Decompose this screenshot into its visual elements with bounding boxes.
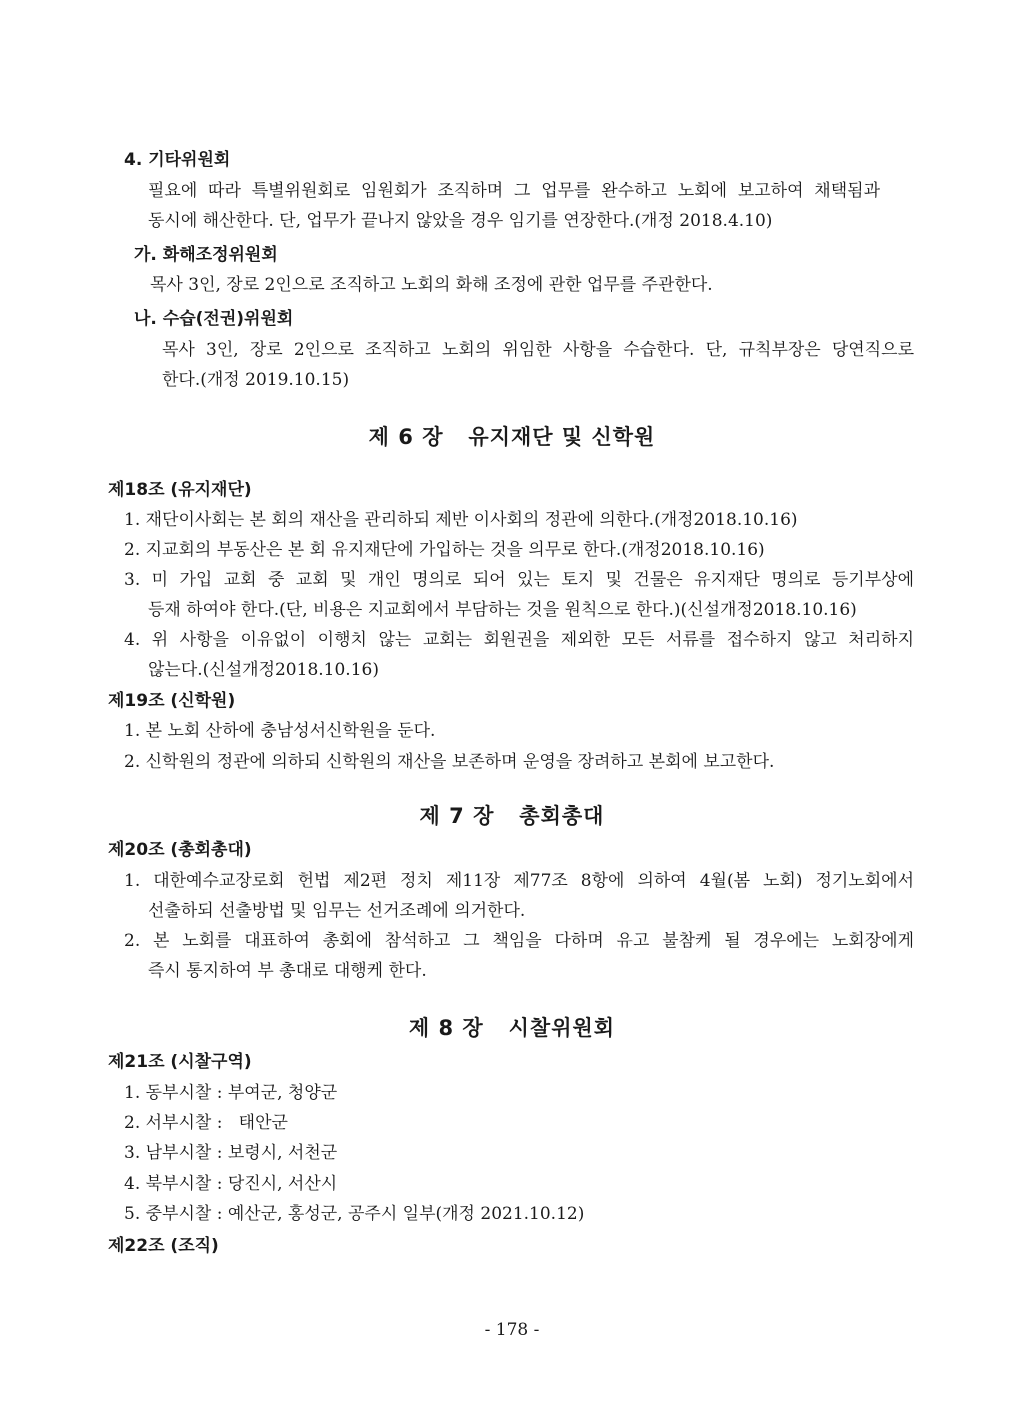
list-item-continued: 선출하되 선출방법 및 임무는 선거조례에 의거한다. [148, 901, 526, 921]
list-item: 2. 본 노회를 대표하여 총회에 참석하고 그 책임을 다하며 유고 불참케 될 경우에는 노회장에게 [124, 931, 914, 951]
article-heading: 제18조 (유지재단) [108, 480, 252, 500]
subsection-heading: 나. 수습(전권)위원회 [134, 309, 294, 329]
list-item: 3. 남부시찰 : 보령시, 서천군 [124, 1143, 338, 1163]
list-item-continued: 등재 하여야 한다.(단, 비용은 지교회에서 부담하는 것을 원칙으로 한다.)(신설개정2018.10.16) [148, 600, 857, 620]
page-number: - 178 - [484, 1320, 540, 1340]
article-heading: 제22조 (조직) [108, 1236, 219, 1256]
list-item: 2. 지교회의 부동산은 본 회 유지재단에 가입하는 것을 의무로 한다.(개정2018.10.16) [124, 540, 765, 560]
list-item-continued: 않는다.(신설개정2018.10.16) [148, 660, 379, 680]
article-heading: 제19조 (신학원) [108, 691, 236, 711]
list-item-continued: 즉시 통지하여 부 총대로 대행케 한다. [148, 961, 427, 981]
list-item: 4. 위 사항을 이유없이 이행치 않는 교회는 회원권을 제외한 모든 서류를 접수하지 않고 처리하지 [124, 630, 914, 650]
list-item: 2. 서부시찰 : 태안군 [124, 1113, 288, 1133]
subsection-heading: 가. 화해조정위원회 [134, 245, 278, 265]
list-item: 5. 중부시찰 : 예산군, 홍성군, 공주시 일부(개정 2021.10.12) [124, 1204, 585, 1224]
paragraph-line: 한다.(개정 2019.10.15) [162, 370, 350, 390]
list-item: 1. 본 노회 산하에 충남성서신학원을 둔다. [124, 721, 436, 741]
list-item: 1. 대한예수교장로회 헌법 제2편 정치 제11장 제77조 8항에 의하여 4월(봄 노회) 정기노회에서 [124, 871, 914, 891]
list-item: 1. 동부시찰 : 부여군, 청양군 [124, 1083, 338, 1103]
article-heading: 제20조 (총회총대) [108, 840, 252, 860]
chapter-title: 제 7 장 총회총대 [419, 804, 605, 828]
paragraph-line: 목사 3인, 장로 2인으로 조직하고 노회의 화해 조정에 관한 업무를 주관한다. [150, 275, 713, 295]
paragraph-line: 목사 3인, 장로 2인으로 조직하고 노회의 위임한 사항을 수습한다. 단, 규칙부장은 당연직으로 [162, 340, 914, 360]
article-heading: 제21조 (시찰구역) [108, 1052, 252, 1072]
paragraph-line: 동시에 해산한다. 단, 업무가 끝나지 않았을 경우 임기를 연장한다.(개정 2018.4.10) [148, 211, 773, 231]
section-heading: 4. 기타위원회 [124, 150, 231, 170]
chapter-title: 제 6 장 유지재단 및 신학원 [368, 425, 656, 449]
list-item: 3. 미 가입 교회 중 교회 및 개인 명의로 되어 있는 토지 및 건물은 유지재단 명의로 등기부상에 [124, 570, 914, 590]
list-item: 1. 재단이사회는 본 회의 재산을 관리하되 제반 이사회의 정관에 의한다.(개정2018.10.16) [124, 510, 798, 530]
paragraph-line: 필요에 따라 특별위원회로 임원회가 조직하며 그 업무를 완수하고 노회에 보고하여 채택됨과 [148, 181, 880, 201]
list-item: 2. 신학원의 정관에 의하되 신학원의 재산을 보존하며 운영을 장려하고 본회에 보고한다. [124, 752, 775, 772]
chapter-title: 제 8 장 시찰위원회 [408, 1016, 616, 1040]
list-item: 4. 북부시찰 : 당진시, 서산시 [124, 1174, 338, 1194]
